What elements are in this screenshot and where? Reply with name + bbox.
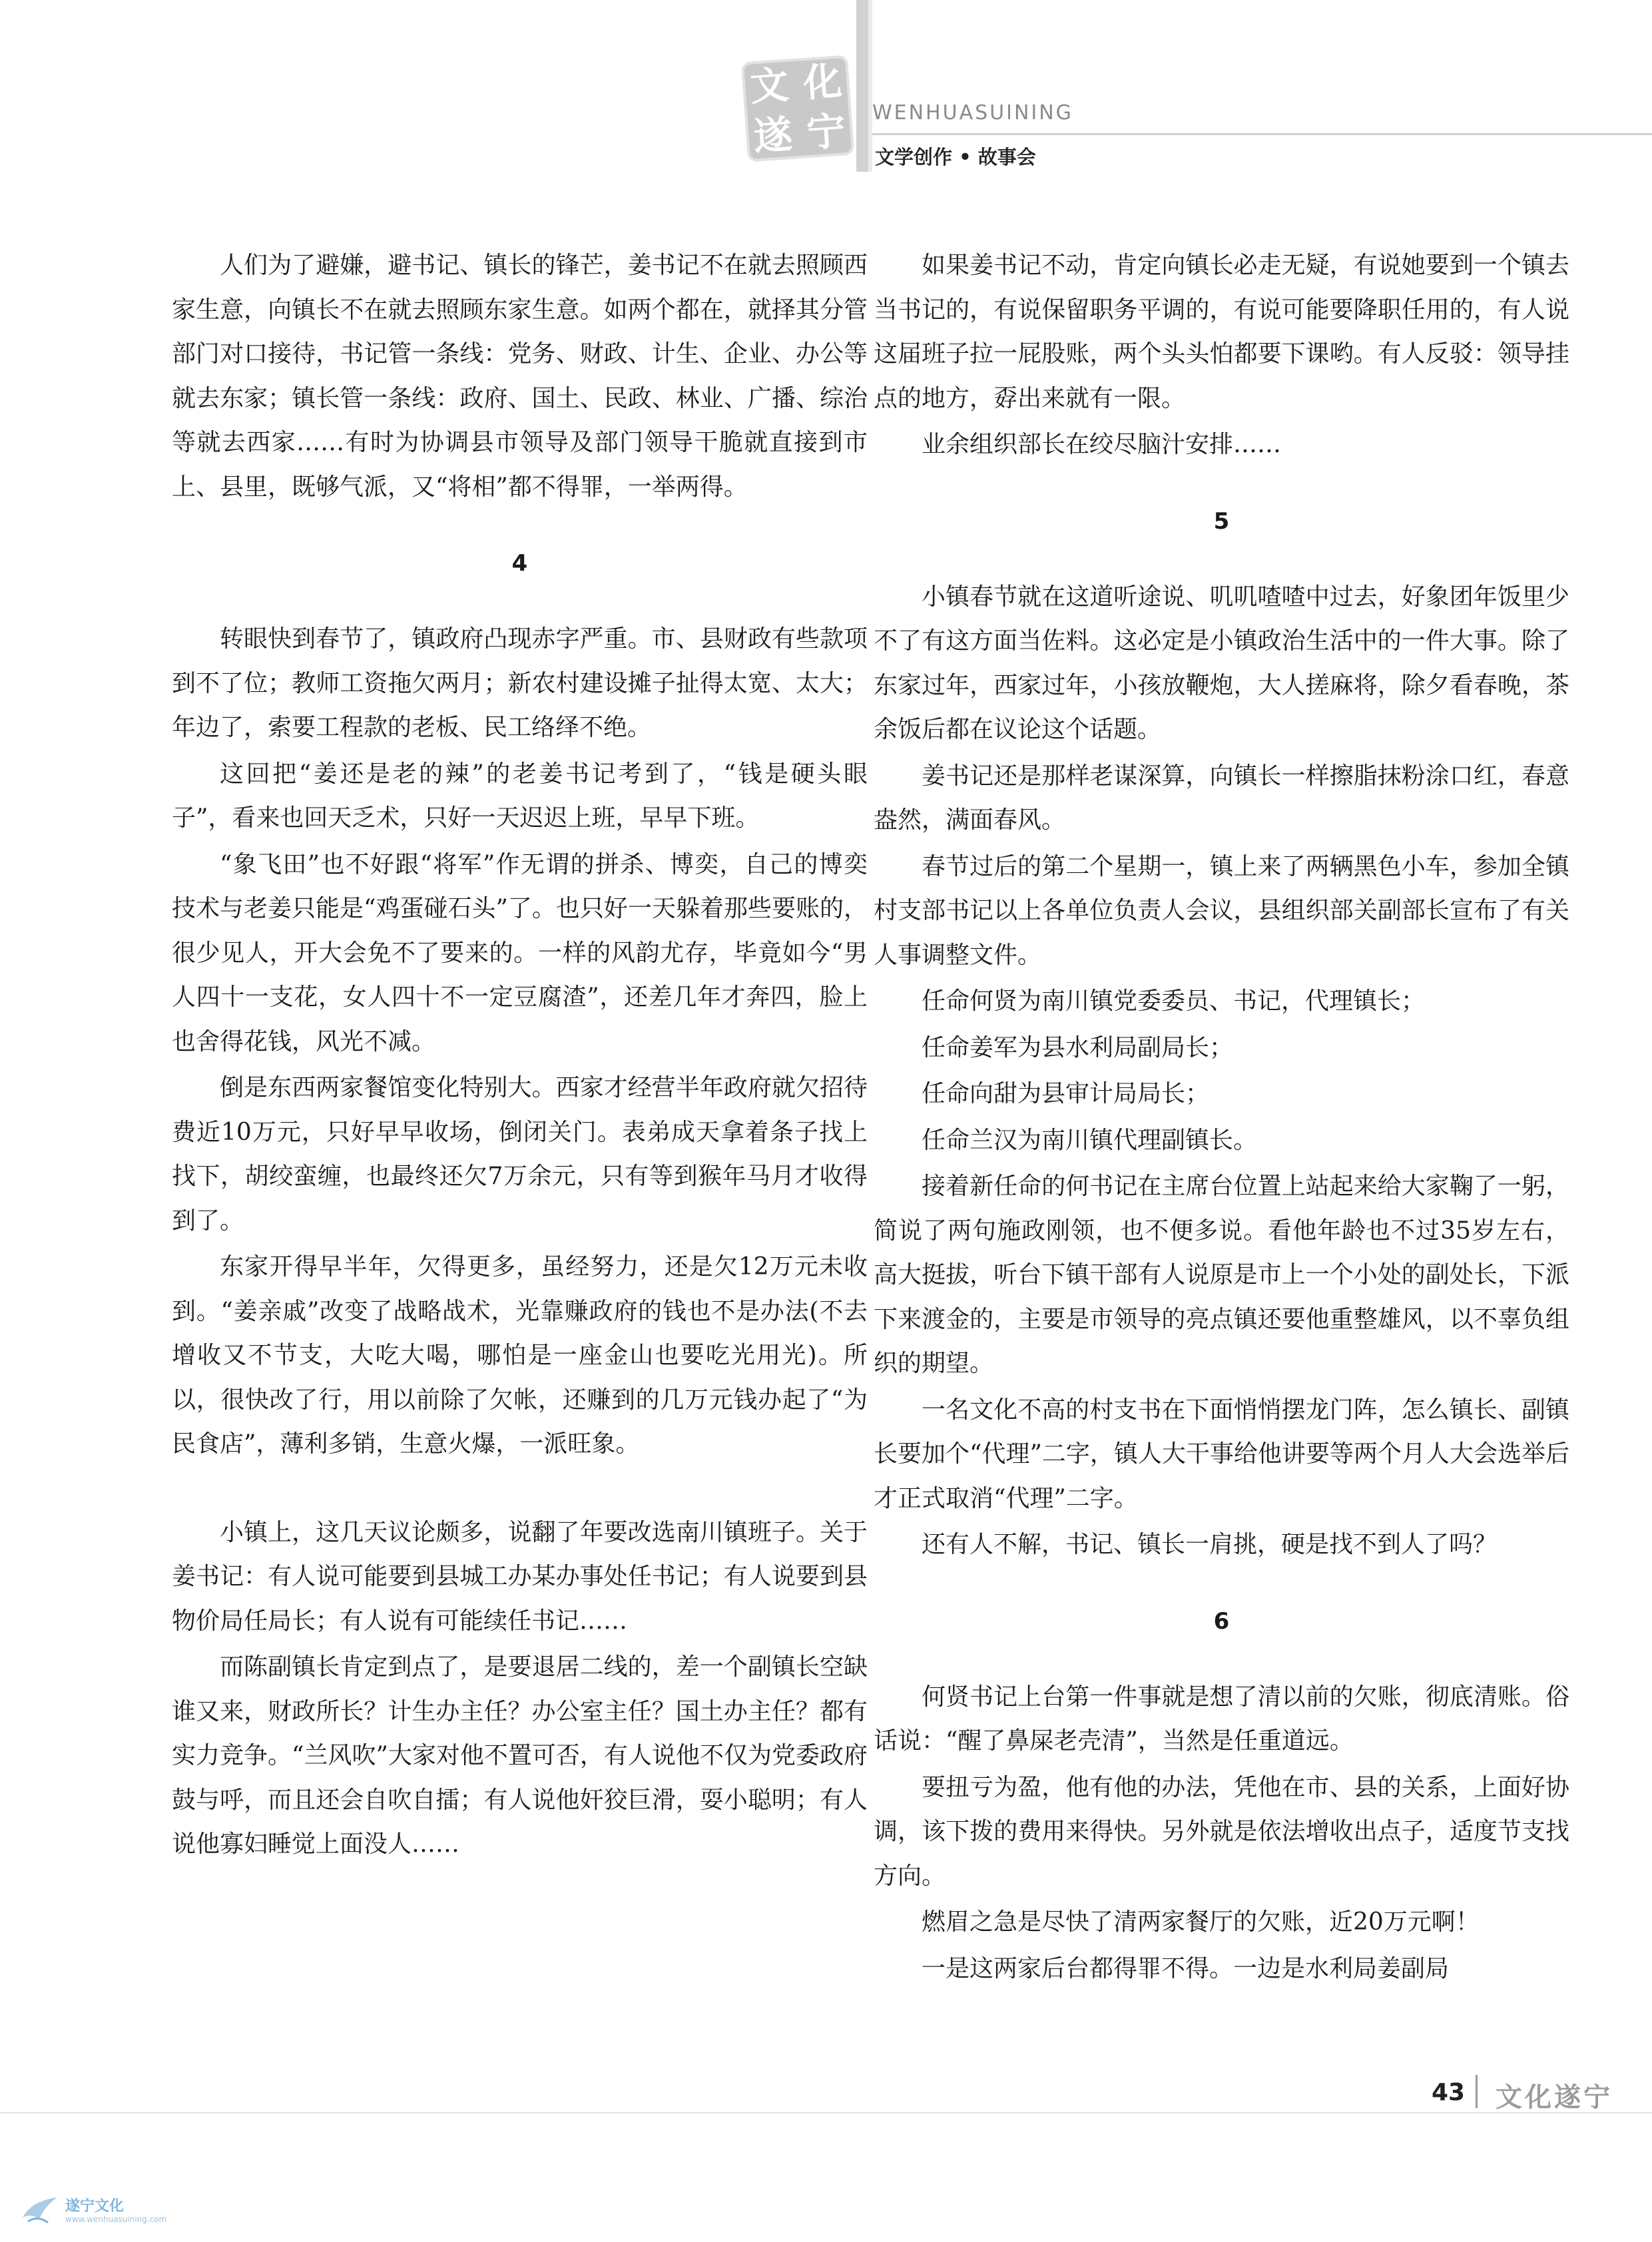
watermark-text: 遂宁文化 [65, 2198, 125, 2215]
right-column [874, 244, 1569, 1991]
section-number-4: 4 [511, 550, 528, 577]
paragraph-gap [172, 1467, 868, 1511]
footer-brand: 文化遂宁 [1496, 2082, 1613, 2113]
paragraph: 接着新任命的何书记在主席台位置上站起来给大家鞠了一躬，简说了两句施政刚领，也不便多说。看他年龄也不过35岁左右，高大挺拔，听台下镇干部有人说原是市上一个小处的副处长，下派下来渡金的，主要是市领导的亮点镇还要他重整雄风，以不辜负组织的期望。 [874, 1173, 1569, 1377]
paragraph: 小镇春节就在这道听途说、叽叽喳喳中过去，好象团年饭里少不了有这方面当佐料。这必定是小镇政治生活中的一件大事。除了东家过年，西家过年，小孩放鞭炮，大人搓麻将，除夕看春晚，茶余饭后都在议论这个话题。 [874, 583, 1569, 743]
section-label: 文学创作 • 故事会 [875, 146, 1036, 168]
paragraph: 如果姜书记不动，肯定向镇长必走无疑，有说她要到一个镇去当书记的，有说保留职务平调的，有说可能要降职任用的，有人说这届班子拉一屁股账，两个头头怕都要下课哟。有人反驳：领导挂点的地方，孬出来就有一限。 [874, 252, 1569, 412]
section-number-5: 5 [1213, 507, 1230, 535]
paragraph: 东家开得早半年，欠得更多，虽经努力，还是欠12万元未收到。“姜亲戚”改变了战略战术，光靠赚政府的钱也不是办法(不去增收又不节支，大吃大喝，哪怕是一座金山也要吃光用光)。所以，很快改了行，用以前除了欠帐，还赚到的几万元钱办起了“为民食店”，薄利多销，生意火爆，一派旺象。 [172, 1253, 868, 1458]
footer-separator [1476, 2075, 1478, 2108]
paragraph: 燃眉之急是尽快了清两家餐厅的欠账，近20万元啊！ [922, 1908, 1480, 1936]
magazine-logo [741, 55, 854, 162]
paragraph: 任命向甜为县审计局局长； [922, 1080, 1210, 1107]
header-decor-bar [856, 0, 868, 172]
paragraph: 转眼快到春节了，镇政府凸现赤字严重。市、县财政有些款项到不了位；教师工资拖欠两月；新农村建设摊子扯得太宽、太大；年边了，索要工程款的老板、民工络绎不绝。 [172, 625, 868, 741]
paragraph: 人们为了避嫌，避书记、镇长的锋芒，姜书记不在就去照顾西家生意，向镇长不在就去照顾东家生意。如两个都在，就择其分管部门对口接待，书记管一条线：党务、财政、计生、企业、办公等就去东家；镇长管一条线：政府、国土、民政、林业、广播、综治等就去西家……有时为协调县市领导及部门领导干脆就直接到市上、县里，既够气派，又“将相”都不得罪，一举两得。 [172, 252, 868, 501]
brand-english: WENHUASUINING [872, 101, 1073, 125]
paragraph: 任命姜军为县水利局副局长； [922, 1033, 1234, 1061]
paragraph: “象飞田”也不好跟“将军”作无谓的拼杀、博奕，自己的博奕技术与老姜只能是“鸡蛋碰石头”了。也只好一天躲着那些要账的，很少见人，开大会免不了要来的。一样的风韵尤存，毕竟如今“男人四十一支花，女人四十不一定豆腐渣”，还差几年才奔四，脸上也舍得花钱，风光不减。 [172, 850, 868, 1055]
left-column [172, 244, 868, 1867]
paragraph: 何贤书记上台第一件事就是想了清以前的欠账，彻底清账。俗话说：“醒了鼻屎老壳清”，当然是任重道远。 [874, 1683, 1569, 1755]
paragraph: 任命兰汉为南川镇代理副镇长。 [922, 1126, 1258, 1154]
paragraph: 这回把“姜还是老的辣”的老姜书记考到了，“钱是硬头眼子”，看来也回天乏术，只好一天迟迟上班，早早下班。 [172, 760, 868, 832]
bird-logo-icon [19, 2191, 61, 2231]
paragraph: 姜书记还是那样老谋深算，向镇长一样擦脂抹粉涂口红，春意盎然，满面春风。 [874, 762, 1569, 834]
header-divider [872, 133, 1652, 135]
logo-char: 宁 [805, 107, 847, 156]
paragraph: 业余组织部长在绞尽脑汁安排…… [922, 431, 1282, 458]
logo-char: 文 [748, 61, 790, 110]
paragraph: 倒是东西两家餐馆变化特别大。西家才经营半年政府就欠招待费近10万元，只好早早收场，倒闭关门。表弟成天拿着条子找上找下，胡绞蛮缠，也最终还欠7万余元，只有等到猴年马月才收得到了。 [172, 1074, 868, 1235]
section-number-6: 6 [1213, 1607, 1230, 1635]
watermark-url: www.wenhuasuining.com [65, 2215, 167, 2224]
site-watermark [19, 2191, 178, 2231]
paragraph: 一名文化不高的村支书在下面悄悄摆龙门阵，怎么镇长、副镇长要加个“代理”二字，镇人大干事给他讲要等两个月人大会选举后才正式取消“代理”二字。 [874, 1396, 1569, 1512]
paragraph: 小镇上，这几天议论颇多，说翻了年要改选南川镇班子。关于姜书记：有人说可能要到县城工办某办事处任书记；有人说要到县物价局任局长；有人说有可能续任书记…… [172, 1518, 868, 1635]
logo-char: 化 [801, 57, 844, 106]
paragraph: 任命何贤为南川镇党委委员、书记，代理镇长； [922, 987, 1426, 1015]
logo-char: 遂 [752, 111, 794, 160]
footer-divider-line [0, 2112, 1652, 2113]
paragraph: 还有人不解，书记、镇长一肩挑，硬是找不到人了吗？ [922, 1531, 1498, 1558]
paragraph: 一是这两家后台都得罪不得。一边是水利局姜副局 [922, 1954, 1450, 1982]
paragraph: 而陈副镇长肯定到点了，是要退居二线的，差一个副镇长空缺谁又来，财政所长？计生办主任？办公室主任？国土办主任？都有实力竞争。“兰风吹”大家对他不置可否，有人说他不仅为党委政府鼓与呼，而且还会自吹自擂；有人说他奸狡巨滑，耍小聪明；有人说他寡妇睡觉上面没人…… [172, 1653, 868, 1858]
paragraph: 春节过后的第二个星期一，镇上来了两辆黑色小车，参加全镇村支部书记以上各单位负责人会议，县组织部关副部长宣布了有关人事调整文件。 [874, 852, 1569, 969]
header-decor-bar-light [868, 0, 872, 172]
paragraph: 要扭亏为盈，他有他的办法，凭他在市、县的关系，上面好协调，该下拨的费用来得快。另外就是依法增收出点子，适度节支找方向。 [874, 1773, 1569, 1890]
page-number: 43 [1432, 2079, 1466, 2106]
